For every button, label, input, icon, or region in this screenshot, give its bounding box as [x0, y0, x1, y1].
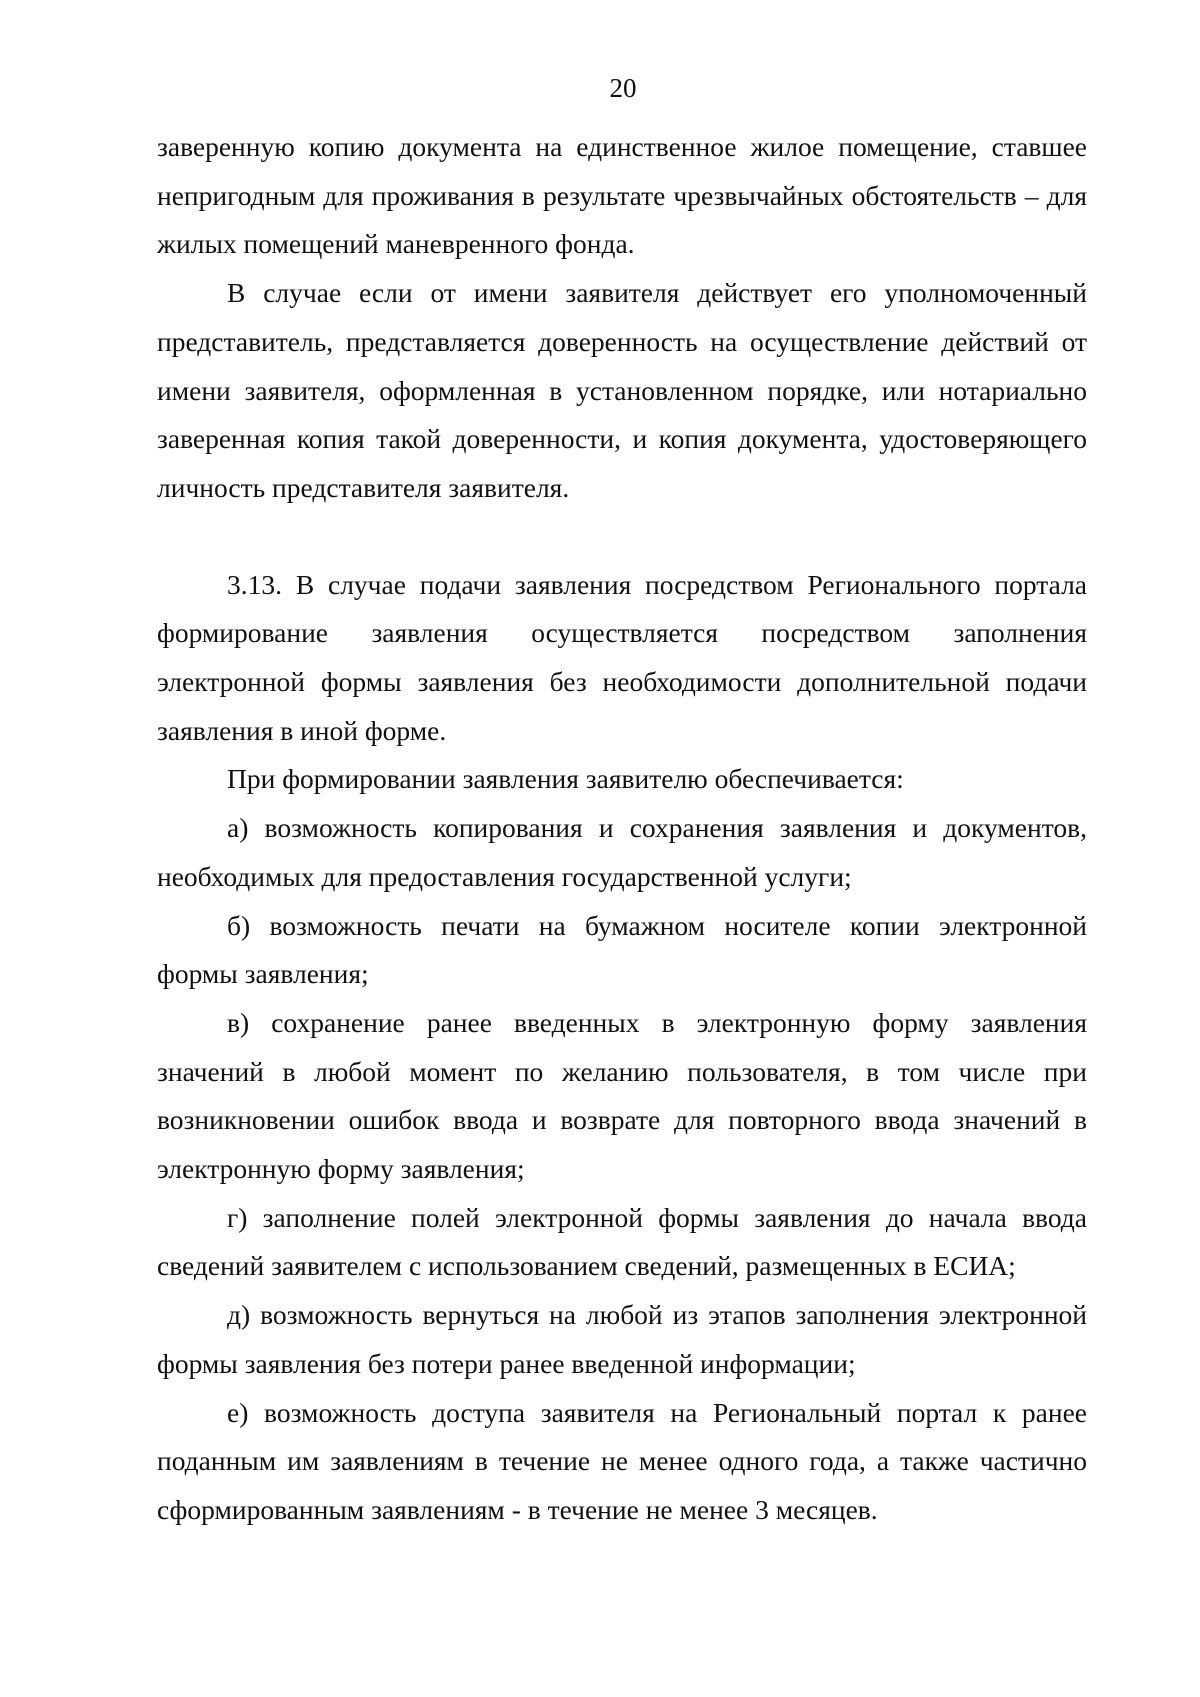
- paragraph-continuation: заверенную копию документа на единственное жилое помещение, ставшее непригодным для проживания в результате чрезвычайных обстоятельств – для жилых помещений маневренного фонда.: [157, 131, 1087, 260]
- page-number: 20: [609, 73, 637, 103]
- list-item-d: д) возможность вернуться на любой из этапов заполнения электронной формы заявления без потери ранее введенной информации;: [157, 1299, 1087, 1379]
- list-item-a: а) возможность копирования и сохранения заявления и документов, необходимых для предоставления государственной услуги;: [157, 812, 1087, 892]
- paragraph-representative: В случае если от имени заявителя действует его уполномоченный представитель, представляется доверенность на осуществление действий от имени заявителя, оформленная в установленном порядке, или нотариально заверенная копия такой доверенности, и копия документа, удостоверяющего личность представителя заявителя.: [157, 277, 1087, 503]
- list-item-g: г) заполнение полей электронной формы заявления до начала ввода сведений заявителем с использованием сведений, размещенных в ЕСИА;: [157, 1201, 1087, 1282]
- list-item-b: б) возможность печати на бумажном носителе копии электронной формы заявления;: [157, 909, 1087, 990]
- section-gap: [157, 513, 1087, 561]
- list-item-v: в) сохранение ранее введенных в электронную форму заявления значений в любой момент по желанию пользователя, в том числе при возникновении ошибок ввода и возврате для повторного ввода значений в электронную форму заявления;: [157, 1006, 1087, 1185]
- paragraph-list-intro: При формировании заявления заявителю обеспечивается:: [227, 763, 904, 795]
- paragraph-section-3-13: 3.13. В случае подачи заявления посредством Регионального портала формирование заявления осуществляется посредством заполнения электронной формы заявления без необходимости дополнительной подачи заявления в иной форме.: [157, 568, 1087, 746]
- document-body: [157, 123, 1087, 1535]
- list-item-e: е) возможность доступа заявителя на Региональный портал к ранее поданным им заявлениям в течение не менее одного года, а также частично сформированным заявлениям - в течение не менее 3 месяцев.: [157, 1396, 1087, 1525]
